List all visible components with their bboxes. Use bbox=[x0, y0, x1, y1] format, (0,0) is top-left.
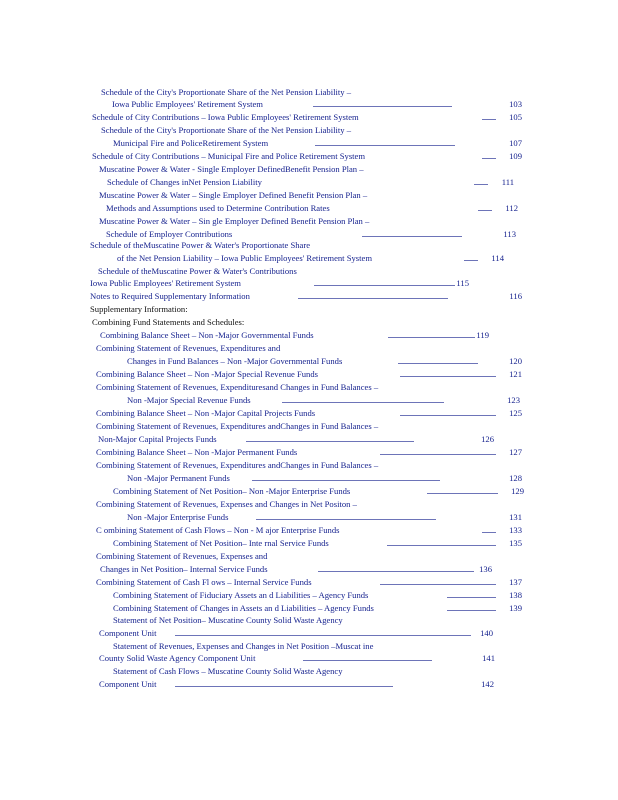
toc-entry-title: of the Net Pension Liability – Iowa Public Employees' Retirement System bbox=[117, 253, 373, 263]
toc-entry-title: Combining Statement of Net Position– Inte rnal Service Funds bbox=[113, 538, 329, 548]
toc-entry[interactable] bbox=[0, 678, 618, 690]
toc-entry-title: Iowa Public Employees' Retirement System bbox=[90, 278, 241, 288]
toc-entry-title: Statement of Revenues, Expenses and Changes in Net Position –Muscat ine bbox=[113, 641, 374, 651]
leader-line bbox=[303, 660, 432, 661]
toc-entry[interactable] bbox=[0, 420, 618, 432]
leader-line bbox=[400, 376, 496, 377]
toc-entry-title: County Solid Waste Agency Component Unit bbox=[99, 653, 256, 663]
toc-page-number[interactable]: 112 bbox=[505, 203, 518, 213]
toc-entry-title: Schedule of Changes inNet Pension Liability bbox=[107, 177, 262, 187]
toc-page-number[interactable]: 136 bbox=[479, 564, 492, 574]
leader-line bbox=[474, 184, 488, 185]
toc-entry-title: Muscatine Power & Water – Sin gle Employer Defined Benefit Pension Plan – bbox=[99, 216, 370, 226]
toc-entry-title: Schedule of theMuscatine Power & Water's Contributions bbox=[98, 266, 297, 276]
toc-entry[interactable] bbox=[0, 589, 618, 601]
toc-entry[interactable] bbox=[0, 342, 618, 354]
toc-page-number[interactable]: 127 bbox=[509, 447, 522, 457]
toc-entry-title: Schedule of City Contributions – Iowa Public Employees' Retirement System bbox=[92, 112, 359, 122]
toc-page-number[interactable]: 120 bbox=[509, 356, 522, 366]
leader-line bbox=[256, 519, 436, 520]
toc-entry[interactable] bbox=[0, 150, 618, 162]
toc-entry-title: Combining Statement of Revenues, Expenses and bbox=[96, 551, 268, 561]
toc-entry[interactable] bbox=[0, 537, 618, 549]
toc-entry-title: Combining Statement of Revenues, Expenditures andChanges in Fund Balances – bbox=[96, 460, 379, 470]
toc-page-number[interactable]: 123 bbox=[507, 395, 520, 405]
toc-page-number[interactable]: 119 bbox=[476, 330, 489, 340]
toc-page-number[interactable]: 116 bbox=[509, 291, 522, 301]
toc-entry-title: Schedule of theMuscatine Power & Water's Proportionate Share bbox=[90, 240, 311, 250]
toc-entry-title: Schedule of City Contributions – Municipal Fire and Police Retirement System bbox=[92, 151, 366, 161]
toc-page-number[interactable]: 113 bbox=[503, 229, 516, 239]
leader-line bbox=[362, 236, 462, 237]
toc-entry[interactable] bbox=[0, 511, 618, 523]
toc-entry-title: Combining Statement of Revenues, Expenses and Changes in Net Positon – bbox=[96, 499, 357, 509]
toc-page-number[interactable]: 115 bbox=[456, 278, 469, 288]
toc-entry-title: Component Unit bbox=[99, 679, 157, 689]
toc-entry-title: Non -Major Special Revenue Funds bbox=[127, 395, 251, 405]
toc-page-number[interactable]: 105 bbox=[509, 112, 522, 122]
toc-page-number[interactable]: 109 bbox=[509, 151, 522, 161]
toc-entry-title: Combining Statement of Changes in Assets an d Liabilities – Agency Funds bbox=[113, 603, 374, 613]
toc-entry[interactable] bbox=[0, 665, 618, 677]
toc-entry[interactable] bbox=[0, 368, 618, 380]
toc-entry[interactable] bbox=[0, 498, 618, 510]
toc-page-number[interactable]: 139 bbox=[509, 603, 522, 613]
toc-page-number[interactable]: 111 bbox=[501, 177, 514, 187]
toc-entry-title: Combining Balance Sheet – Non -Major Permanent Funds bbox=[96, 447, 298, 457]
toc-entry-title: Changes in Fund Balances – Non -Major Governmental Funds bbox=[127, 356, 343, 366]
toc-entry[interactable] bbox=[0, 265, 618, 277]
toc-entry-title: Combining Balance Sheet – Non -Major Special Revenue Funds bbox=[96, 369, 318, 379]
toc-entry[interactable] bbox=[0, 394, 618, 406]
toc-entry[interactable] bbox=[0, 446, 618, 458]
toc-entry[interactable] bbox=[0, 239, 618, 251]
toc-entry[interactable] bbox=[0, 652, 618, 664]
toc-page-number[interactable]: 141 bbox=[482, 653, 495, 663]
leader-line bbox=[282, 402, 444, 403]
leader-line bbox=[464, 260, 478, 261]
toc-entry[interactable] bbox=[0, 111, 618, 123]
leader-line bbox=[427, 493, 498, 494]
toc-entry-title: Notes to Required Supplementary Information bbox=[90, 291, 250, 301]
toc-entry-title: Combining Balance Sheet – Non -Major Capital Projects Funds bbox=[96, 408, 316, 418]
toc-page-number[interactable]: 129 bbox=[511, 486, 524, 496]
toc-entry-title: Muscatine Power & Water – Single Employer Defined Benefit Pension Plan – bbox=[99, 190, 368, 200]
toc-entry[interactable] bbox=[0, 189, 618, 201]
toc-entry-title: Municipal Fire and PoliceRetirement System bbox=[113, 138, 269, 148]
toc-entry[interactable] bbox=[0, 433, 618, 445]
toc-entry[interactable] bbox=[0, 202, 618, 214]
toc-entry-title: Schedule of the City's Proportionate Share of the Net Pension Liability – bbox=[101, 87, 352, 97]
toc-entry[interactable] bbox=[0, 163, 618, 175]
toc-entry-title: Schedule of Employer Contributions bbox=[106, 229, 233, 239]
toc-entry[interactable] bbox=[0, 407, 618, 419]
toc-entry[interactable] bbox=[0, 640, 618, 652]
toc-entry[interactable] bbox=[0, 252, 618, 264]
toc-entry-title: Component Unit bbox=[99, 628, 157, 638]
toc-entry[interactable] bbox=[0, 215, 618, 227]
toc-entry[interactable] bbox=[0, 627, 618, 639]
toc-entry[interactable] bbox=[0, 381, 618, 393]
leader-line bbox=[447, 597, 496, 598]
leader-line bbox=[313, 106, 452, 107]
toc-entry[interactable] bbox=[0, 355, 618, 367]
leader-line bbox=[400, 415, 496, 416]
toc-entry-title: Combining Balance Sheet – Non -Major Governmental Funds bbox=[100, 330, 314, 340]
toc-entry[interactable] bbox=[0, 290, 618, 302]
toc-entry[interactable] bbox=[0, 602, 618, 614]
toc-entry[interactable] bbox=[0, 98, 618, 110]
toc-entry[interactable] bbox=[0, 176, 618, 188]
toc-entry-title: Combining Statement of Net Position– Non -Major Enterprise Funds bbox=[113, 486, 351, 496]
leader-line bbox=[318, 571, 474, 572]
toc-entry-title: Methods and Assumptions used to Determine Contribution Rates bbox=[106, 203, 330, 213]
toc-page-number[interactable]: 135 bbox=[509, 538, 522, 548]
toc-entry-title: Supplementary Information: bbox=[90, 304, 188, 314]
toc-entry[interactable] bbox=[0, 550, 618, 562]
toc-page-number[interactable]: 103 bbox=[509, 99, 522, 109]
toc-entry-title: Combining Statement of Fiduciary Assets an d Liabilities – Agency Funds bbox=[113, 590, 369, 600]
leader-line bbox=[175, 635, 471, 636]
toc-page-number[interactable]: 128 bbox=[509, 473, 522, 483]
toc-entry-title: Combining Statement of Revenues, Expendituresand Changes in Fund Balances – bbox=[96, 382, 379, 392]
toc-entry-title: Combining Statement of Cash Fl ows – Internal Service Funds bbox=[96, 577, 312, 587]
toc-entry-title: Combining Statement of Revenues, Expenditures andChanges in Fund Balances – bbox=[96, 421, 379, 431]
leader-line bbox=[380, 454, 496, 455]
toc-entry[interactable] bbox=[0, 485, 618, 497]
toc-entry[interactable] bbox=[0, 472, 618, 484]
toc-entry-title: Statement of Cash Flows – Muscatine County Solid Waste Agency bbox=[113, 666, 343, 676]
leader-line bbox=[478, 210, 492, 211]
toc-page-number[interactable]: 131 bbox=[509, 512, 522, 522]
leader-line bbox=[315, 145, 455, 146]
leader-line bbox=[298, 298, 448, 299]
toc-page-number[interactable]: 140 bbox=[480, 628, 493, 638]
toc-page-number[interactable]: 121 bbox=[509, 369, 522, 379]
toc-entry-title: Non -Major Enterprise Funds bbox=[127, 512, 229, 522]
toc-entry-title: Combining Fund Statements and Schedules: bbox=[92, 317, 245, 327]
toc-entry[interactable] bbox=[0, 614, 618, 626]
leader-line bbox=[398, 363, 478, 364]
toc-page-number[interactable]: 133 bbox=[509, 525, 522, 535]
toc-page-number[interactable]: 138 bbox=[509, 590, 522, 600]
toc-entry[interactable] bbox=[0, 86, 618, 98]
toc-entry[interactable] bbox=[0, 459, 618, 471]
toc-entry-title: Statement of Net Position– Muscatine County Solid Waste Agency bbox=[113, 615, 343, 625]
toc-page-number[interactable]: 114 bbox=[491, 253, 504, 263]
leader-line bbox=[175, 686, 393, 687]
toc-entry[interactable] bbox=[0, 576, 618, 588]
toc-entry-title: Non-Major Capital Projects Funds bbox=[98, 434, 217, 444]
toc-entry[interactable] bbox=[0, 137, 618, 149]
toc-page-number[interactable]: 126 bbox=[481, 434, 494, 444]
leader-line bbox=[380, 584, 496, 585]
toc-page-number[interactable]: 107 bbox=[509, 138, 522, 148]
toc-entry-title: Combining Statement of Revenues, Expenditures and bbox=[96, 343, 281, 353]
leader-line bbox=[482, 119, 496, 120]
toc-entry bbox=[0, 303, 618, 315]
leader-line bbox=[387, 545, 496, 546]
toc-entry-title: C ombining Statement of Cash Flows – Non - M ajor Enterprise Funds bbox=[96, 525, 340, 535]
toc-entry bbox=[0, 316, 618, 328]
leader-line bbox=[388, 337, 475, 338]
toc-page-number[interactable]: 142 bbox=[481, 679, 494, 689]
leader-line bbox=[482, 158, 496, 159]
leader-line bbox=[314, 285, 455, 286]
toc-entry-title: Changes in Net Position– Internal Service Funds bbox=[100, 564, 268, 574]
toc-entry[interactable] bbox=[0, 124, 618, 136]
toc-page-number[interactable]: 137 bbox=[509, 577, 522, 587]
toc-entry-title: Schedule of the City's Proportionate Share of the Net Pension Liability – bbox=[101, 125, 352, 135]
toc-entry-title: Muscatine Power & Water - Single Employer DefinedBenefit Pension Plan – bbox=[99, 164, 364, 174]
toc-entry[interactable] bbox=[0, 329, 618, 341]
toc-entry[interactable] bbox=[0, 524, 618, 536]
toc-entry[interactable] bbox=[0, 277, 618, 289]
toc-entry-title: Iowa Public Employees' Retirement System bbox=[112, 99, 263, 109]
leader-line bbox=[447, 610, 496, 611]
leader-line bbox=[482, 532, 496, 533]
toc-page-number[interactable]: 125 bbox=[509, 408, 522, 418]
toc-entry[interactable] bbox=[0, 563, 618, 575]
leader-line bbox=[246, 441, 414, 442]
leader-line bbox=[252, 480, 440, 481]
toc-entry-title: Non -Major Permanent Funds bbox=[127, 473, 230, 483]
